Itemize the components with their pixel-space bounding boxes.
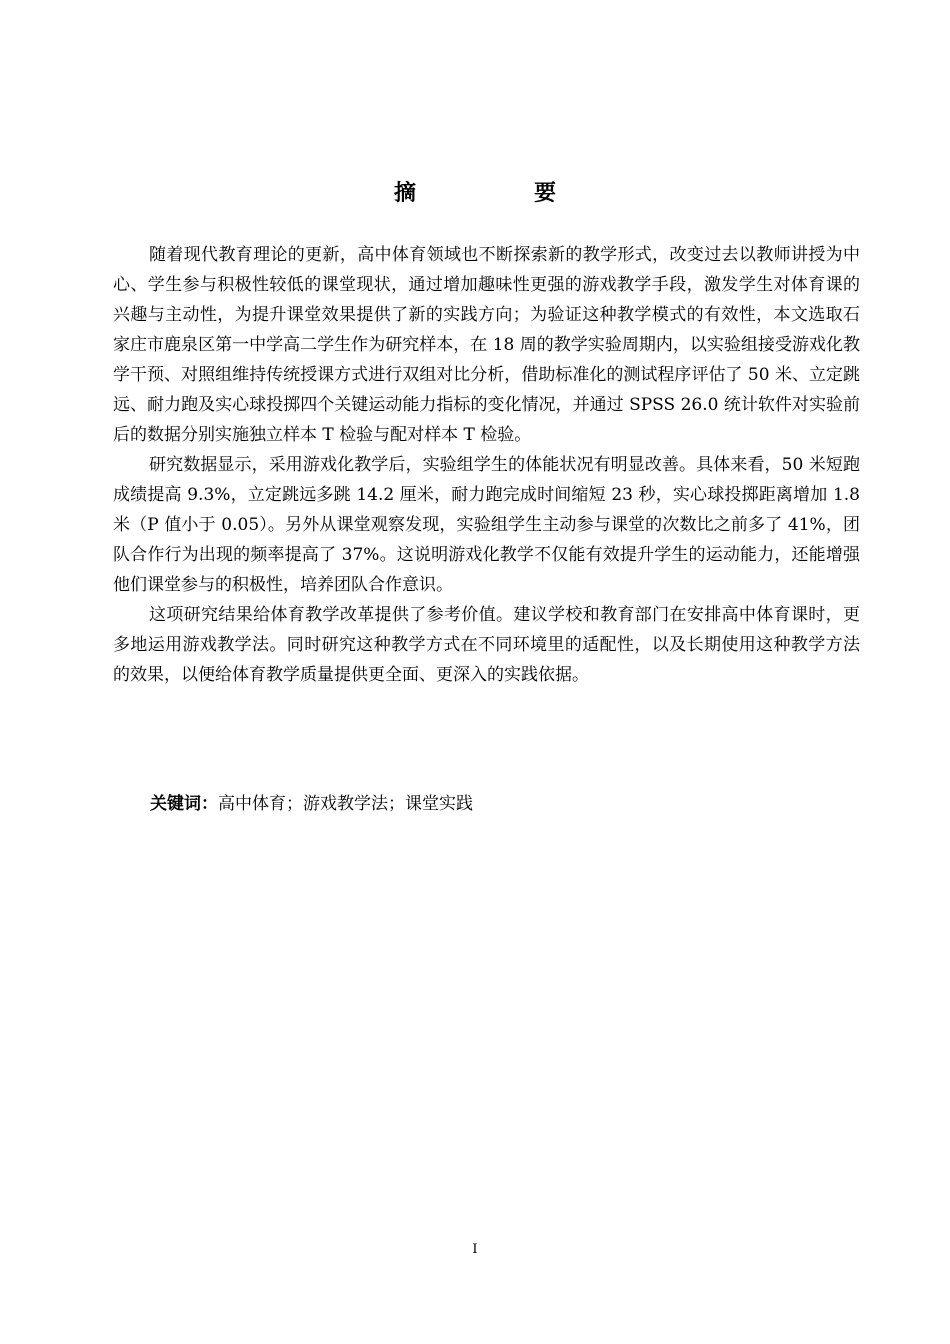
abstract-title: 摘 要 [393,181,604,206]
keywords-line [150,789,473,819]
abstract-paragraph-1: 随着现代教育理论的更新，高中体育领域也不断探索新的教学形式，改变过去以教师讲授为中心、学生参与积极性较低的课堂现状，通过增加趣味性更强的游戏教学手段，激发学生对体育课的兴趣与主动性，为提升课堂效果提供了新的实践方向；为验证这种教学模式的有效性，本文选取石家庄市鹿泉区第一中学高二学生作为研究样本，在 18 周的教学实验周期内，以实验组接受游戏化教学干预、对照组维持传统授课方式进行双组对比分析，借助标准化的测试程序评估了 50 米、立定跳远、耐力跑及实心球投掷四个关键运动能力指标的变化情况，并通过 SPSS 26.0 统计软件对实验前后的数据分别实施独立样本 T 检验与配对样本 T 检验。 [113,245,860,445]
keywords-value: 高中体育；游戏教学法；课堂实践 [218,794,473,814]
page-number: I [472,1242,478,1257]
abstract-paragraph-2: 研究数据显示，采用游戏化教学后，实验组学生的体能状况有明显改善。具体来看，50 米短跑成绩提高 9.3%，立定跳远多跳 14.2 厘米，耐力跑完成时间缩短 23 秒，实心球投掷距离增加 1.8 米（P 值小于 0.05）。另外从课堂观察发现，实验组学生主动参与课堂的次数比之前多了 41%，团队合作行为出现的频率提高了 37%。这说明游戏化教学不仅能有效提升学生的运动能力，还能增强他们课堂参与的积极性，培养团队合作意识。 [113,455,860,595]
keywords-label: 关键词： [150,794,218,814]
abstract-paragraph-3: 这项研究结果给体育教学改革提供了参考价值。建议学校和教育部门在安排高中体育课时，更多地运用游戏教学法。同时研究这种教学方式在不同环境里的适配性，以及长期使用这种教学方法的效果，以便给体育教学质量提供更全面、更深入的实践依据。 [113,605,860,685]
abstract-body [113,240,860,690]
